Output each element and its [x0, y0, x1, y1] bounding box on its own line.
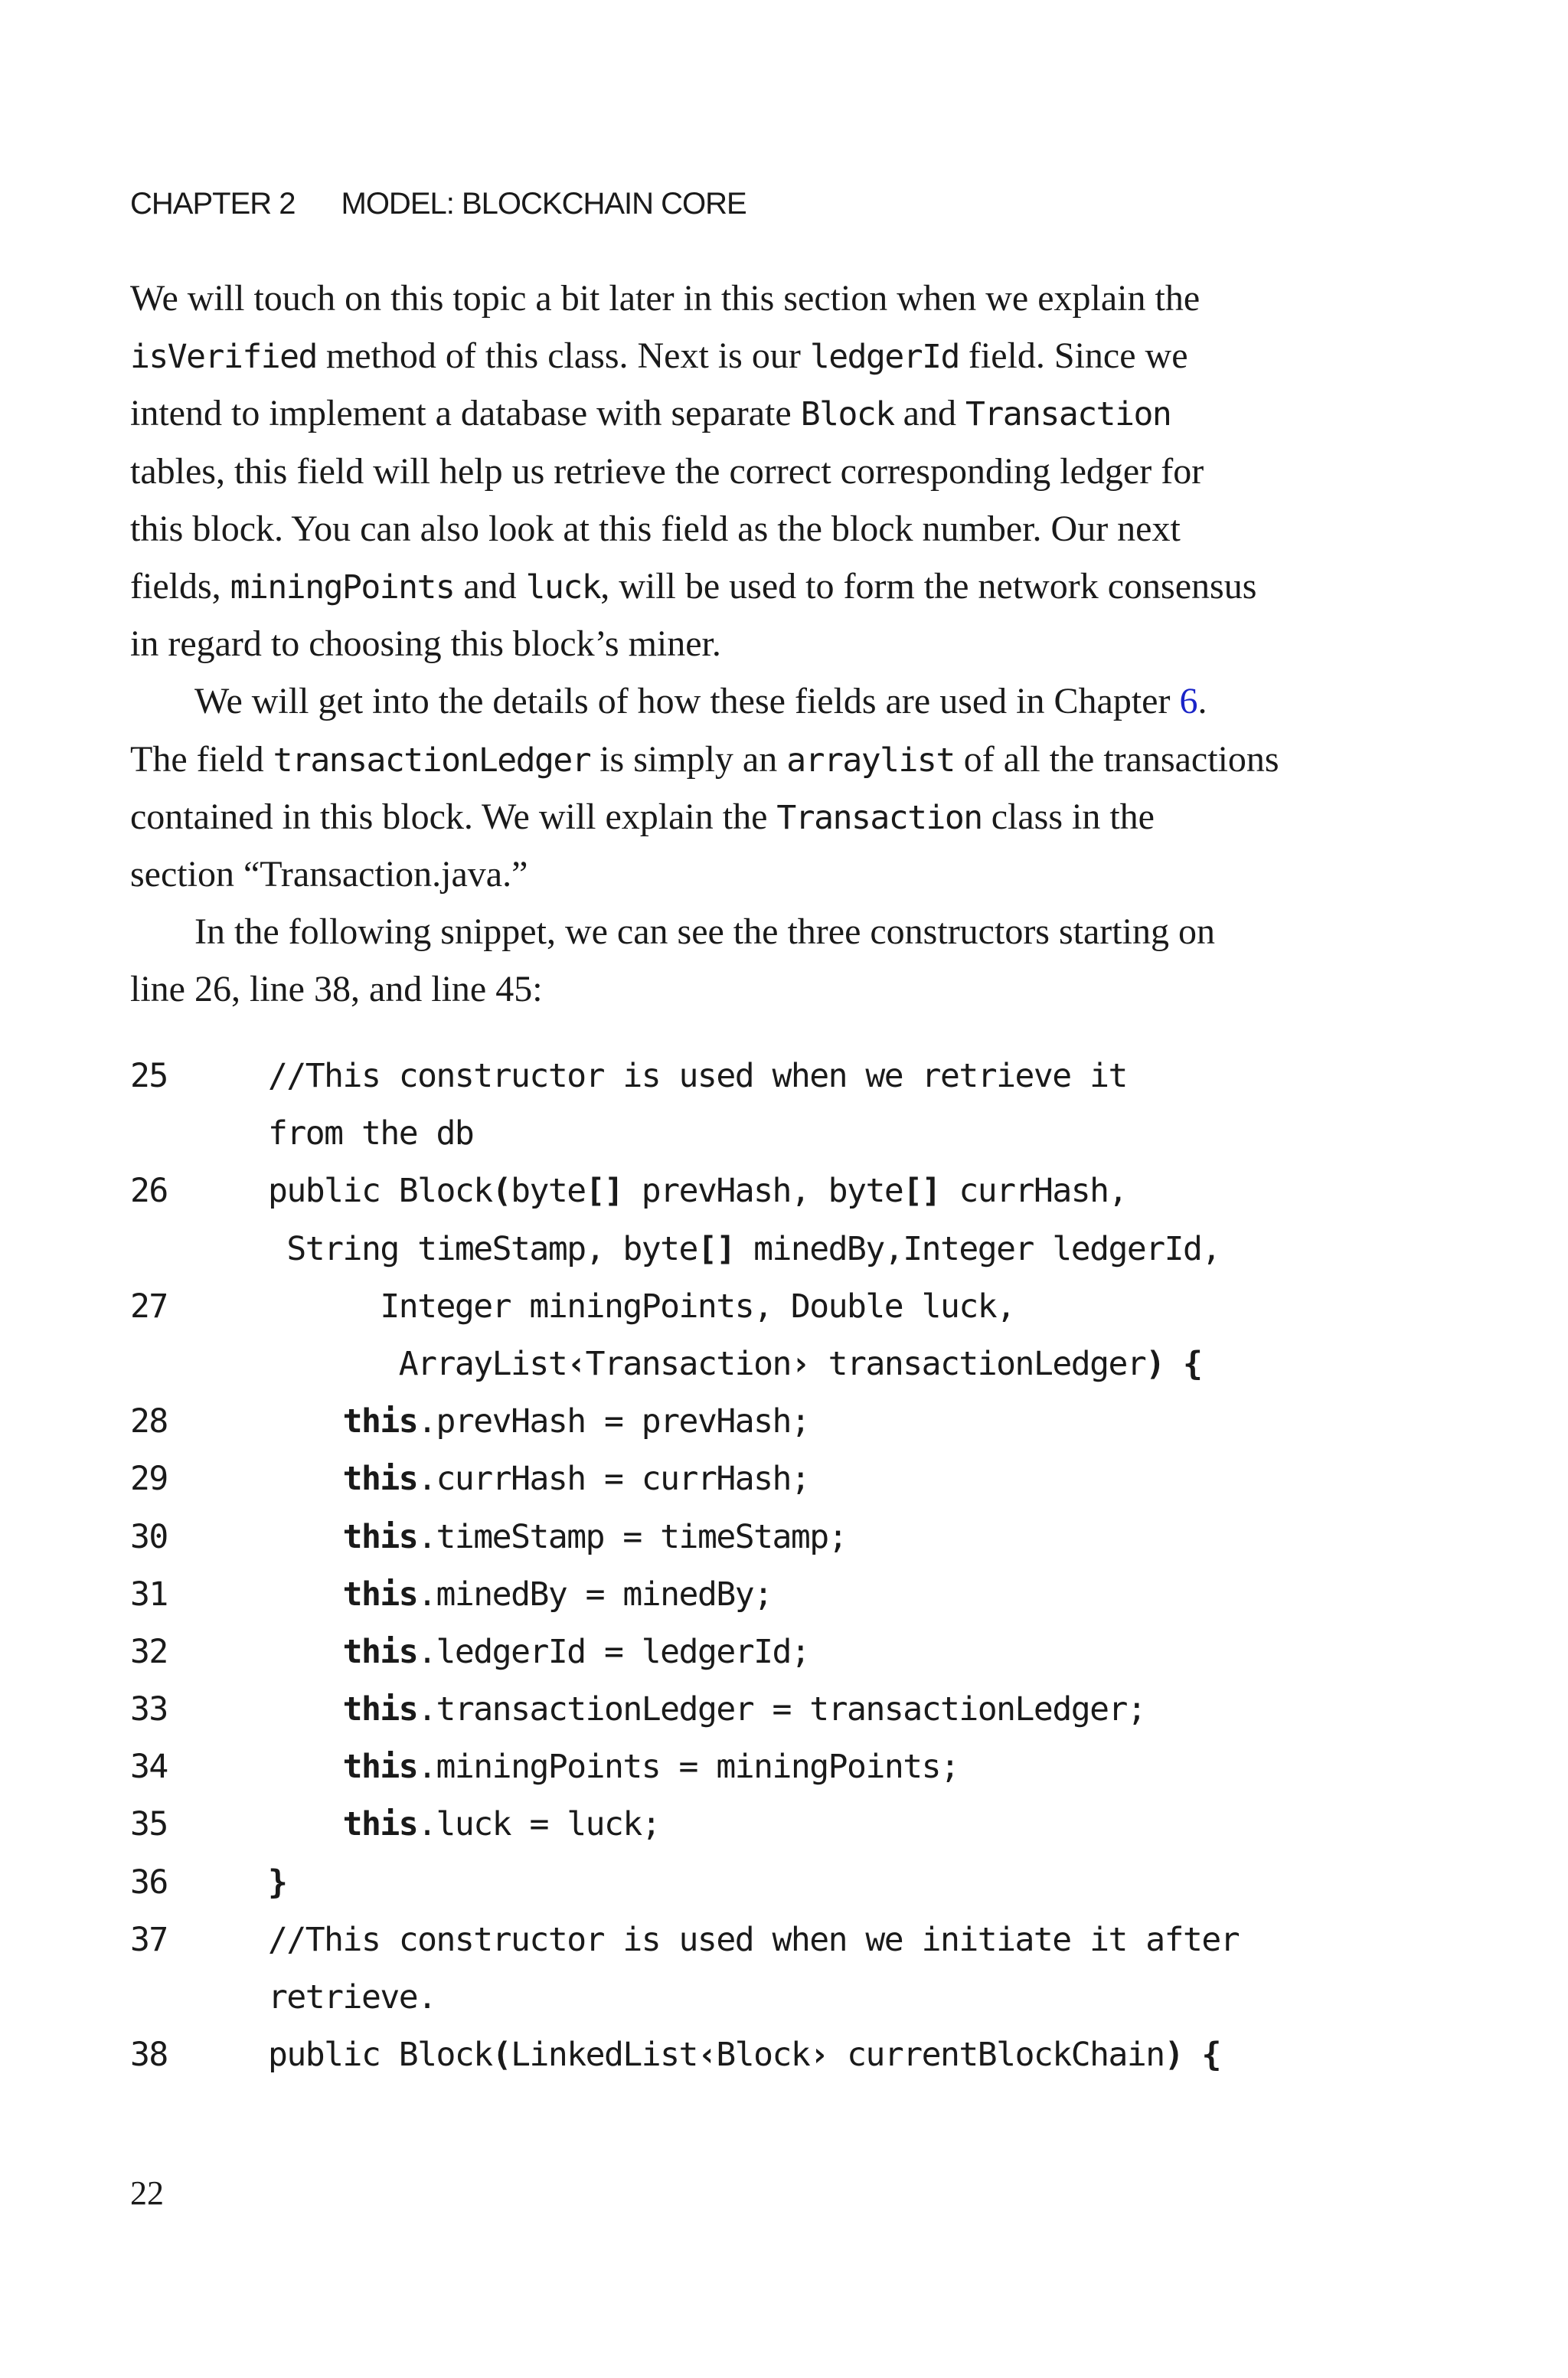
code-line: [130, 1221, 1432, 1278]
code-text: this.miningPoints = miningPoints;: [342, 1748, 959, 1787]
line-number: 34: [130, 1748, 168, 1787]
code-text: this.transactionLedger = transactionLedger;: [342, 1690, 1146, 1729]
code-comment: retrieve.: [268, 1978, 436, 2017]
line-number: 30: [130, 1517, 168, 1556]
code-text: this.prevHash = prevHash;: [342, 1402, 810, 1441]
code-line: [130, 1796, 1432, 1853]
chapter-link[interactable]: 6: [1179, 681, 1198, 722]
code-text: this.timeStamp = timeStamp;: [342, 1517, 848, 1556]
line-number: 26: [130, 1172, 168, 1211]
line-number: 38: [130, 2036, 168, 2075]
text-line: fields, miningPoints and luck, will be used to form the network consensus: [130, 565, 1257, 607]
code-text: Integer miningPoints, Double luck,: [268, 1287, 1015, 1326]
paragraph-1: [130, 270, 1401, 672]
code-line: [130, 1048, 1432, 1105]
code-text: }: [268, 1863, 287, 1902]
code-comment: //This constructor is used when we initiate it after: [268, 1920, 1240, 1959]
text-line: in regard to choosing this block’s miner.: [130, 623, 721, 665]
code-text: this.ledgerId = ledgerId;: [342, 1632, 810, 1671]
line-number: 25: [130, 1057, 168, 1095]
code-line: [130, 1739, 1432, 1796]
code-line: [130, 2026, 1432, 2084]
text-line: In the following snippet, we can see the three constructors starting on: [194, 911, 1215, 953]
code-listing: [130, 1048, 1432, 2084]
text-line: isVerified method of this class. Next is our ledgerId field. Since we: [130, 335, 1188, 377]
code-text: String timeStamp, byte[] minedBy,Integer ledgerId,: [268, 1229, 1220, 1268]
line-number: 29: [130, 1460, 168, 1499]
inline-code: miningPoints: [230, 568, 455, 607]
paragraph-3: [130, 903, 1401, 1018]
code-text: ArrayList‹Transaction› transactionLedger) {: [268, 1344, 1202, 1383]
inline-code: ledgerId: [809, 338, 959, 377]
inline-code: luck: [525, 568, 601, 607]
text-line: line 26, line 38, and line 45:: [130, 969, 543, 1010]
code-line: [130, 1105, 1432, 1163]
code-comment: //This constructor is used when we retrieve it: [268, 1057, 1127, 1095]
code-text: this.currHash = currHash;: [342, 1460, 810, 1499]
code-line: [130, 1854, 1432, 1912]
body-text: [130, 270, 1401, 1018]
inline-code: Transaction: [776, 798, 982, 837]
code-text: public Block(byte[] prevHash, byte[] currHash,: [268, 1172, 1127, 1211]
code-line: [130, 1624, 1432, 1681]
inline-code: arraylist: [786, 741, 955, 780]
code-line: [130, 1969, 1432, 2026]
text-line: We will touch on this topic a bit later in this section when we explain the: [130, 278, 1200, 319]
code-line: [130, 1336, 1432, 1393]
code-line: [130, 1393, 1432, 1451]
code-line: [130, 1163, 1432, 1220]
line-number: 31: [130, 1575, 168, 1614]
text-line: this block. You can also look at this field as the block number. Our next: [130, 508, 1181, 549]
code-line: [130, 1278, 1432, 1336]
inline-code: isVerified: [130, 338, 317, 377]
line-number: 35: [130, 1805, 168, 1844]
inline-code: Transaction: [965, 395, 1171, 434]
text-line: section “Transaction.java.”: [130, 853, 528, 895]
code-line: [130, 1566, 1432, 1624]
page-number: 22: [130, 2174, 164, 2212]
code-line: [130, 1681, 1432, 1739]
line-number: 36: [130, 1863, 168, 1902]
text-line: The field transactionLedger is simply an arraylist of all the transactions: [130, 738, 1279, 780]
line-number: 33: [130, 1690, 168, 1729]
inline-code: transactionLedger: [273, 741, 591, 780]
text-line: tables, this field will help us retrieve the correct corresponding ledger for: [130, 450, 1204, 492]
line-number: 37: [130, 1920, 168, 1959]
paragraph-2: [130, 672, 1401, 903]
running-head: [130, 187, 746, 221]
line-number: 27: [130, 1287, 168, 1326]
code-line: [130, 1509, 1432, 1566]
code-text: this.minedBy = minedBy;: [342, 1575, 773, 1614]
code-text: public Block(LinkedList‹Block› currentBlockChain) {: [268, 2036, 1220, 2075]
code-line: [130, 1451, 1432, 1508]
line-number: 32: [130, 1632, 168, 1671]
code-line: [130, 1912, 1432, 1969]
text-line: intend to implement a database with separate Block and Transaction: [130, 393, 1171, 434]
code-comment: from the db: [268, 1114, 474, 1153]
inline-code: Block: [800, 395, 894, 434]
chapter-label: CHAPTER 2: [130, 187, 296, 221]
text-line: We will get into the details of how these fields are used in Chapter 6.: [194, 681, 1207, 722]
code-text: this.luck = luck;: [342, 1805, 661, 1844]
chapter-title: MODEL: BLOCKCHAIN CORE: [341, 187, 746, 221]
text-line: contained in this block. We will explain the Transaction class in the: [130, 796, 1155, 837]
line-number: 28: [130, 1402, 168, 1441]
